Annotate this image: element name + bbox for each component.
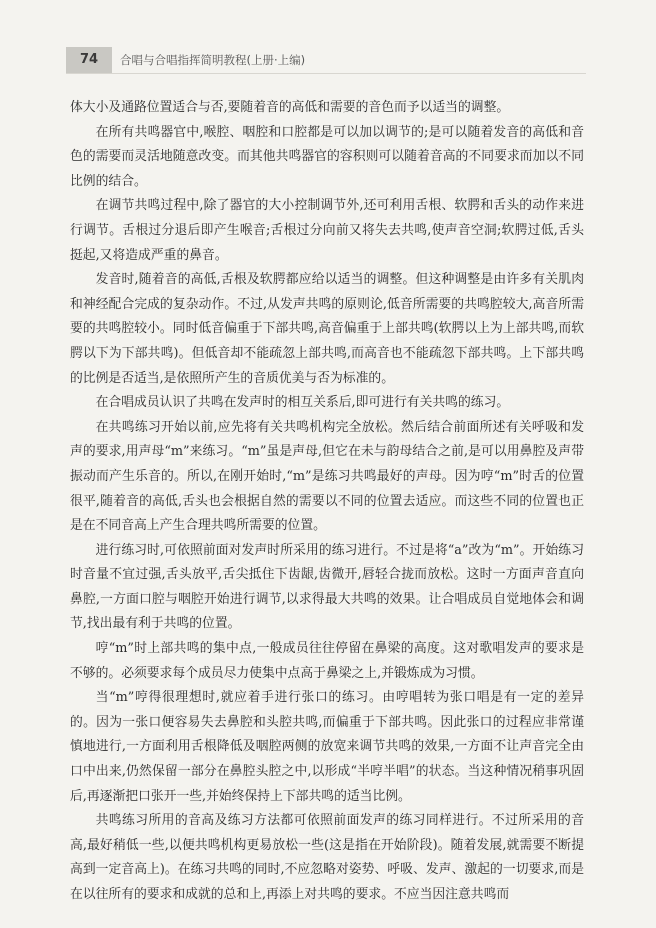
page-header <box>66 47 586 74</box>
page-number: 74 <box>66 47 112 73</box>
paragraph: 发音时,随着音的高低,舌根及软腭都应给以适当的调整。但这种调整是由许多有关肌肉和神经配合完成的复杂动作。不过,从发声共鸣的原则论,低音所需要的共鸣腔较大,高音所需要的共鸣腔较小。同时低音偏重于下部共鸣,高音偏重于上部共鸣(软腭以上为上部共鸣,而软腭以下为下部共鸣)。但低音却不能疏忽上部共鸣,而高音也不能疏忽下部共鸣。上下部共鸣的比例是否适当,是依照所产生的音质优美与否为标准的。 <box>70 272 584 386</box>
running-title: 合唱与合唱指挥简明教程(上册·上编) <box>120 53 306 67</box>
paragraph: 体大小及通路位置适合与否,要随着音的高低和需要的音色而予以适当的调整。 <box>70 100 510 115</box>
paragraph: 哼“m”时上部共鸣的集中点,一般成员往往停留在鼻梁的高度。这对歌唱发声的要求是不够的。必须要求每个成员尽力使集中点高于鼻梁之上,并锻炼成为习惯。 <box>70 641 584 681</box>
paragraph: 在所有共鸣器官中,喉腔、咽腔和口腔都是可以加以调节的;是可以随着发音的高低和音色的需要而灵活地随意改变。而其他共鸣器官的容积则可以随着音高的不同要求而加以不同比例的结合。 <box>70 124 584 189</box>
paragraph: 在共鸣练习开始以前,应先将有关共鸣机构完全放松。然后结合前面所述有关呼吸和发声的要求,用声母“m”来练习。“m”虽是声母,但它在未与韵母结合之前,是可以用鼻腔及声带振动而产生乐音的。所以,在刚开始时,“m”是练习共鸣最好的声母。因为哼“m”时舌的位置很平,随着音的高低,舌头也会根据自然的需要以不同的位置去适应。而这些不同的位置也正是在不同音高上产生合理共鸣所需要的位置。 <box>70 419 584 534</box>
paragraph: 在调节共鸣过程中,除了器官的大小控制调节外,还可利用舌根、软腭和舌头的动作来进行调节。舌根过分退后即产生喉音;舌根过分向前又将失去共鸣,使声音空洞;软腭过低,舌头挺起,又将造成严重的鼻音。 <box>70 198 584 263</box>
paragraph: 共鸣练习所用的音高及练习方法都可依照前面发声的练习同样进行。不过所采用的音高,最好稍低一些,以便共鸣机构更易放松一些(这是指在开始阶段)。随着发展,就需要不断提高到一定音高上)。在练习共鸣的同时,不应忽略对姿势、呼吸、发声、激起的一切要求,而是在以往所有的要求和成就的总和上,再添上对共鸣的要求。不应当因注意共鸣而 <box>70 813 584 902</box>
paragraph: 进行练习时,可依照前面对发声时所采用的练习进行。不过是将“a”改为“m”。开始练习时音量不宜过强,舌头放平,舌尖抵住下齿龈,齿微开,唇轻合拢而放松。这时一方面声音直向鼻腔,一方面口腔与咽腔开始进行调节,以求得最大共鸣的效果。让合唱成员自觉地体会和调节,找出最有利于共鸣的位置。 <box>70 542 584 632</box>
paragraph: 在合唱成员认识了共鸣在发声时的相互关系后,即可进行有关共鸣的练习。 <box>95 395 510 411</box>
paragraph: 当“m”哼得很理想时,就应着手进行张口的练习。由哼唱转为张口唱是有一定的差异的。因为一张口便容易失去鼻腔和头腔共鸣,而偏重于下部共鸣。因此张口的过程应非常谨慎地进行,一方面利用舌根降低及咽腔两侧的放宽来调节共鸣的效果,一方面不让声音完全由口中出来,仍然保留一部分在鼻腔头腔之中,以形成“半哼半唱”的状态。当这种情况稍事巩固后,再逐渐把口张开一些,并始终保持上下部共鸣的适当比例。 <box>70 690 584 804</box>
body-text <box>70 96 584 908</box>
